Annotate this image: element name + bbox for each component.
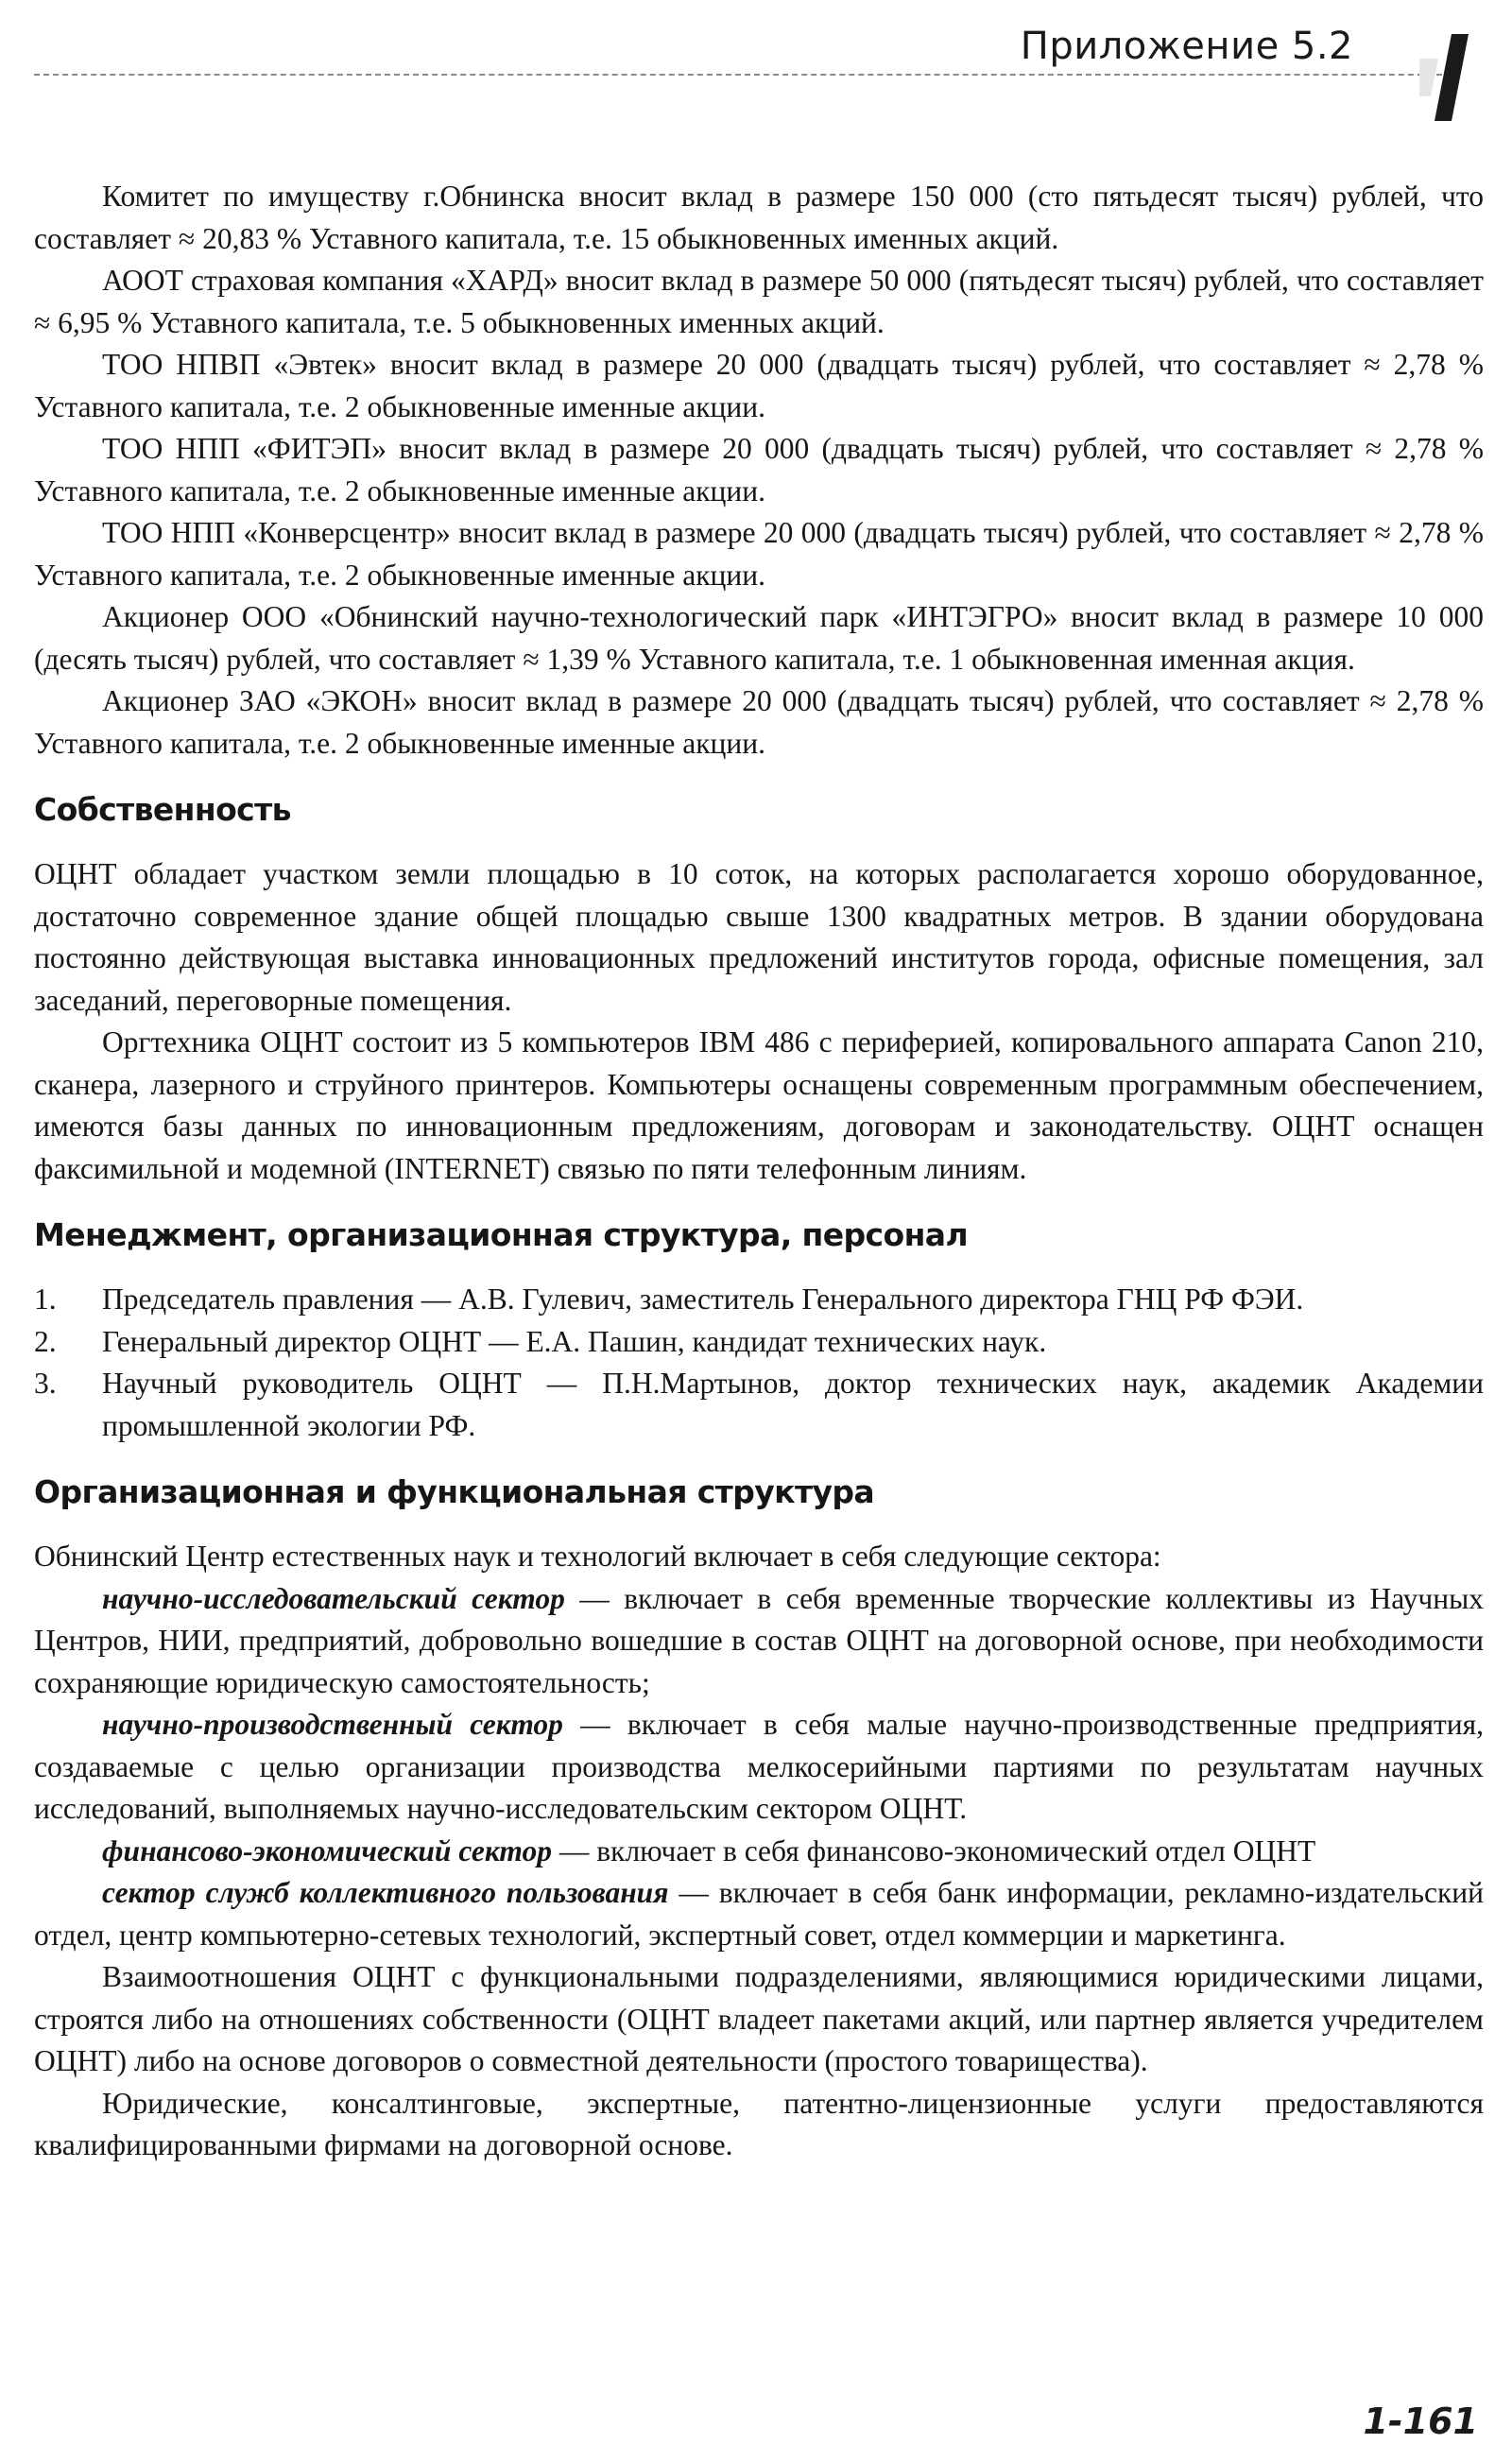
relations-paragraph: Взаимоотношения ОЦНТ с функциональными подразделениями, являющимися юридическими лицами, строятся либо на отношениях собственности (ОЦНТ владеет пакетами акций, или партнер является учредителем ОЦНТ) либо на основе договоров о совместной деятельности (простого товарищества). (34, 1960, 1484, 2077)
list-item (34, 1363, 1484, 1447)
sector-description: — включает в себя банк информации, рекламно-издательский отдел, центр компьютерно-сетевых технологий, экспертный совет, отдел коммерции и маркетинга. (34, 1876, 1484, 1952)
sector-paragraph (34, 1704, 1484, 1831)
sector-paragraph (34, 1578, 1484, 1705)
list-item-number: 2. (34, 1324, 57, 1358)
page-number: 1-161 (1363, 2401, 1478, 2442)
list-item (34, 1279, 1484, 1321)
section-tab-mark-icon (1419, 30, 1480, 125)
sector-term: финансово-экономический сектор (102, 1833, 553, 1867)
shareholder-paragraph: Комитет по имуществу г.Обнинска вносит вклад в размере 150 000 (сто пятьдесят тысяч) рублей, что составляет ≈ 20,83 % Уставного капитала, т.е. 15 обыкновенных именных акций. (34, 180, 1484, 255)
structure-section (34, 1471, 1484, 2167)
running-title: Приложение 5.2 (1020, 25, 1353, 68)
section-heading-structure: Организационная и функциональная структура (34, 1473, 875, 1510)
shareholder-paragraph: АООТ страховая компания «ХАРД» вносит вклад в размере 50 000 (пятьдесят тысяч) рублей, что составляет ≈ 6,95 % Уставного капитала, т.е. 5 обыкновенных именных акций. (34, 264, 1484, 339)
list-item-text: Генеральный директор ОЦНТ — Е.А. Пашин, кандидат технических наук. (102, 1324, 1047, 1358)
management-list (34, 1279, 1484, 1447)
structure-intro: Обнинский Центр естественных наук и технологий включает в себя следующие сектора: (34, 1540, 1161, 1573)
sector-description: — включает в себя временные творческие коллективы из Научных Центров, НИИ, предприятий, добровольно вошедшие в состав ОЦНТ на договорной основе, при необходимости сохраняющие юридическую самостоятельность; (34, 1581, 1484, 1699)
header-rule (34, 74, 1452, 76)
property-paragraph: ОЦНТ обладает участком земли площадью в 10 соток, на которых располагается хорошо оборудованное, достаточно современное здание общей площадью свыше 1300 квадратных метров. В здании оборудована постоянно действующая выставка инновационных предложений институтов города, офисные помещения, зал заседаний, переговорные помещения. (34, 857, 1484, 1017)
sector-term: сектор служб коллективного пользования (102, 1876, 669, 1909)
shareholders-section (34, 176, 1484, 765)
section-heading-management: Менеджмент, организационная структура, персонал (34, 1216, 969, 1253)
sector-term: научно-исследовательский сектор (102, 1581, 565, 1615)
shareholder-paragraph: Акционер ООО «Обнинский научно-технологический парк «ИНТЭГРО» вносит вклад в размере 10 000 (десять тысяч) рублей, что составляет ≈ 1,39 % Уставного капитала, т.е. 1 обыкновенная именная акция. (34, 600, 1484, 676)
shareholder-paragraph: ТОО НПВП «Эвтек» вносит вклад в размере 20 000 (двадцать тысяч) рублей, что составляет ≈ 2,78 % Уставного капитала, т.е. 2 обыкновенные именные акции. (34, 348, 1484, 423)
management-section (34, 1214, 1484, 1447)
sector-paragraph (34, 1872, 1484, 1956)
sector-description: — включает в себя финансово-экономический отдел ОЦНТ (552, 1833, 1316, 1867)
services-paragraph: Юридические, консалтинговые, экспертные, патентно-лицензионные услуги предоставляются квалифицированными фирмами на договорной основе. (34, 2086, 1484, 2161)
section-heading-property: Собственность (34, 791, 291, 828)
shareholder-paragraph: Акционер ЗАО «ЭКОН» вносит вклад в размере 20 000 (двадцать тысяч) рублей, что составляет ≈ 2,78 % Уставного капитала, т.е. 2 обыкновенные именные акции. (34, 684, 1484, 760)
equipment-paragraph: Оргтехника ОЦНТ состоит из 5 компьютеров IBM 486 с периферией, копировального аппарата Canon 210, сканера, лазерного и струйного принтеров. Компьютеры оснащены современным программным обеспечением, имеются базы данных по инновационным предложениям, договорам и законодательству. ОЦНТ оснащен факсимильной и модемной (INTERNET) связью по пяти телефонным линиям. (34, 1025, 1484, 1185)
list-item-number: 3. (34, 1367, 57, 1400)
page-content (34, 176, 1484, 2167)
sector-term: научно-производственный сектор (102, 1708, 563, 1741)
sector-description: — включает в себя малые научно-производственные предприятия, создаваемые с целью организации производства мелкосерийными партиями по результатам научных исследований, выполняемых научно-исследовательским сектором ОЦНТ. (34, 1708, 1485, 1825)
property-section (34, 789, 1484, 1190)
shareholder-paragraph: ТОО НПП «Конверсцентр» вносит вклад в размере 20 000 (двадцать тысяч) рублей, что составляет ≈ 2,78 % Уставного капитала, т.е. 2 обыкновенные именные акции. (34, 516, 1484, 592)
shareholder-paragraph: ТОО НПП «ФИТЭП» вносит вклад в размере 20 000 (двадцать тысяч) рублей, что составляет ≈ 2,78 % Уставного капитала, т.е. 2 обыкновенные именные акции. (34, 432, 1484, 508)
list-item-number: 1. (34, 1282, 57, 1316)
list-item-text: Научный руководитель ОЦНТ — П.Н.Мартынов, доктор технических наук, академик Академии промышленной экологии РФ. (102, 1367, 1484, 1442)
list-item (34, 1321, 1484, 1364)
sector-paragraph (34, 1831, 1484, 1873)
list-item-text: Председатель правления — А.В. Гулевич, заместитель Генерального директора ГНЦ РФ ФЭИ. (102, 1282, 1304, 1316)
